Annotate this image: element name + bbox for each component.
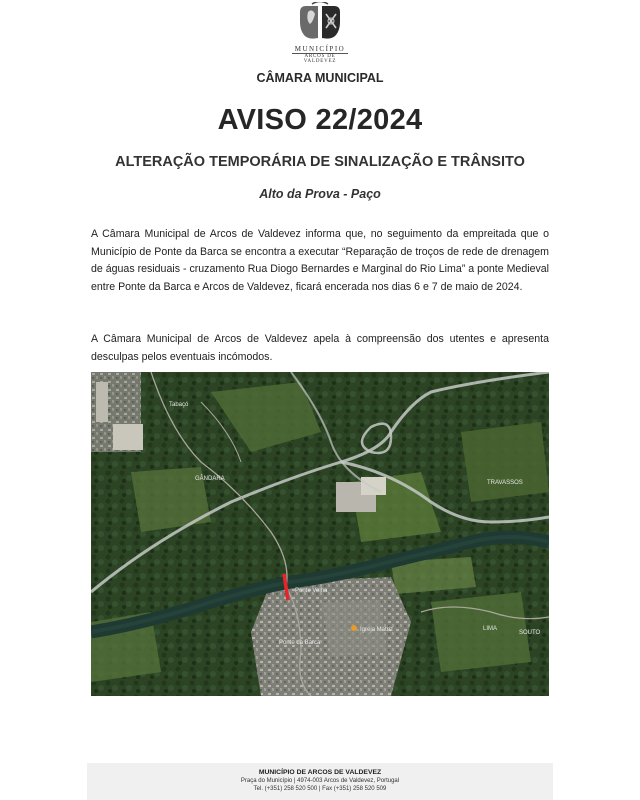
notice-location: Alto da Prova - Paço xyxy=(259,187,381,201)
map-label-ponte-velha: Ponte Velha xyxy=(295,588,328,594)
footer-organization: MUNICÍPIO DE ARCOS DE VALDEVEZ xyxy=(258,769,382,776)
organization-heading: CÂMARA MUNICIPAL xyxy=(256,71,384,85)
notice-paragraph-2: A Câmara Municipal de Arcos de Valdevez apela à compreensão dos utentes e apresenta desculpas pelos eventuais incómodos. xyxy=(91,333,549,363)
logo-line-1: MUNICÍPIO xyxy=(294,45,346,53)
coat-of-arms-icon xyxy=(282,2,358,46)
satellite-map-image xyxy=(91,372,549,696)
map-label-igreja: Igreja Matriz xyxy=(360,627,394,633)
map-label-travassos: TRAVASSOS xyxy=(487,480,523,486)
footer-address: Praça do Município | 4974-003 Arcos de Valdevez, Portugal xyxy=(240,778,400,784)
satellite-map xyxy=(91,372,549,696)
map-label-lima: LIMA xyxy=(483,626,498,632)
logo-line-2: ARCOS DE VALDEVEZ xyxy=(292,53,348,64)
municipality-logo xyxy=(282,2,358,64)
map-label-tabacao: Tabaçó xyxy=(169,402,189,408)
map-label-souto: SOUTO xyxy=(519,630,541,636)
map-label-gandara: GÂNDARA xyxy=(195,476,225,482)
notice-subtitle: ALTERAÇÃO TEMPORÁRIA DE SINALIZAÇÃO E TRÂNSITO xyxy=(115,154,525,170)
church-pin-icon xyxy=(351,625,357,631)
page-footer xyxy=(87,763,553,800)
notice-title: AVISO 22/2024 xyxy=(217,104,423,136)
notice-paragraph-1: A Câmara Municipal de Arcos de Valdevez informa que, no seguimento da empreitada que o Município de Ponte da Barca se encontra a executar “Reparação de troços de rede de drenagem de águas residuais - cruzamento Rua Diogo Bernardes e Marginal do Rio Lima” a ponte Medieval entre Ponte da Barca e Arcos de Valdevez, ficará encerada nos dias 6 e 7 de maio de 2024. xyxy=(91,228,549,293)
map-label-barca: Ponte da Barca xyxy=(279,640,321,646)
footer-contacts: Tel. (+351) 258 520 500 | Fax (+351) 258 520 509 xyxy=(253,786,387,792)
